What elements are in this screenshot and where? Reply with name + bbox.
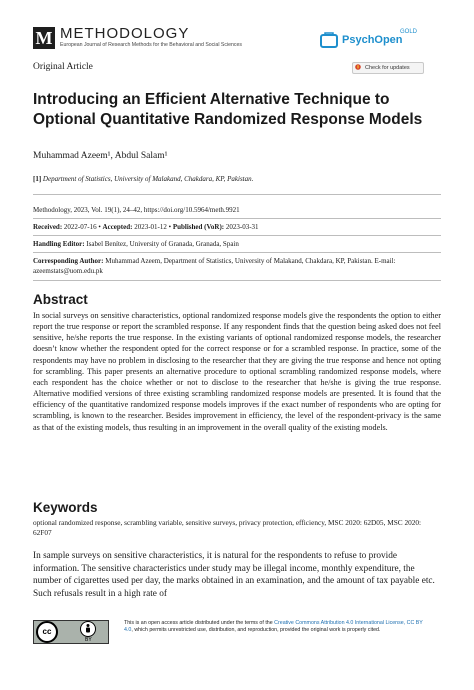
check-updates-icon [355,64,361,70]
license-text [124,620,424,634]
license-suffix: , which permits unrestricted use, distribution, and reproduction, provided the original work is properly cited. [131,627,381,633]
publisher-name: PsychOpen [342,34,403,46]
abstract-text: In social surveys on sensitive characteristics, optional randomized response models give the respondents the option to either report the true response or report the scrambled response. If any respondent finds that the question being asked does not feel sensitive, he/she reports the true response. In the existing variants of optional randomized response models, the researcher doesn’t know whether the respondent opted for the correct response or for a scrambled response. In practice, some of the respondents may have no problem in disclosing to the researcher that they are giving the true response and hence not opting for scrambling. This paper presents an alternative procedure to optional scrambling randomized response models, where each respondent has the choice whether or not to disclose to the researcher that he/she is giving the true response. Alternative modified versions of three existing scrambling randomized response models are presented. It is found that the efficiency of the quantitative randomized response models improves if the exact number of respondents who are opting for scrambling, is known to the researcher. Besides improvement in efficiency, the level of the respondent-privacy is the same as that of the existing models, thus resulting in an improvement in the overall quality of the existing models. [33,311,441,432]
editor-label: Handling Editor: [33,240,85,248]
accepted-label: Accepted: [102,223,133,231]
journal-logo: M [33,27,55,49]
divider [33,252,441,253]
publisher-tier: GOLD [400,29,418,35]
divider [33,218,441,219]
published-date: 2023-03-31 [225,223,259,231]
cc-icon: cc [36,621,58,643]
published-label: Published (VoR): [172,223,225,231]
corresponding-author [33,256,441,276]
license-link[interactable]: Creative Commons Attribution 4.0 International License, CC BY 4.0 [124,620,423,633]
check-updates-label: Check for updates [365,65,410,71]
divider [33,280,441,281]
divider [33,194,441,195]
received-date: 2022-07-16 [63,223,97,231]
affiliation-text: Department of Statistics, University of Malakand, Chakdara, KP, Pakistan. [42,175,254,183]
divider [33,235,441,236]
body-paragraph: In sample surveys on sensitive characteristics, it is natural for the respondents to refuse to provide information. The sensitive characteristics under study may be illegal income, monthly expenditure, the number of cigarettes used per day, the marks obtained in an examination, and the amount of tax payable etc. Such refusals result in a high rate of [33,551,435,599]
authors: Muhammad Azeem¹, Abdul Salam¹ [33,151,168,161]
editor-text: Isabel Benítez, University of Granada, Granada, Spain [86,240,239,248]
affiliation-marker: [1] [33,175,42,183]
journal-name: METHODOLOGY [60,25,190,42]
journal-subtitle: European Journal of Research Methods for the Behavioral and Social Sciences [60,42,242,48]
received-label: Received: [33,223,63,231]
license-prefix: This is an open access article distributed under the terms of the [124,620,275,626]
cc-by-label: BY [85,637,92,643]
affiliation [33,175,253,183]
abstract-heading: Abstract [33,292,88,307]
keywords-text: optional randomized response, scrambling variable, sensitive surveys, privacy protection, efficiency, MSC 2020: 62D05, MSC 2020: 62F07 [33,518,422,537]
citation: Methodology, 2023, Vol. 19(1), 24–42, https://doi.org/10.5964/meth.9921 [33,206,240,214]
accepted-date: 2023-01-12 [134,223,167,231]
handling-editor [33,239,441,249]
corresponding-text: Muhammad Azeem, Department of Statistics, University of Malakand, Chakdara, KP, Pakistan. E-mail: azeemstats@uom.edu.pk [33,257,396,275]
dates: Received: 2022-07-16 • Accepted: 2023-01-12 • Published (VoR): 2023-03-31 [33,223,259,231]
corresponding-label: Corresponding Author: [33,257,104,265]
person-icon [80,621,96,637]
article-type: Original Article [33,62,93,72]
article-title: Introducing an Efficient Alternative Technique to Optional Quantitative Randomized Response Models [33,91,423,128]
keywords-heading: Keywords [33,500,98,515]
psychopen-logo-icon [320,32,338,48]
